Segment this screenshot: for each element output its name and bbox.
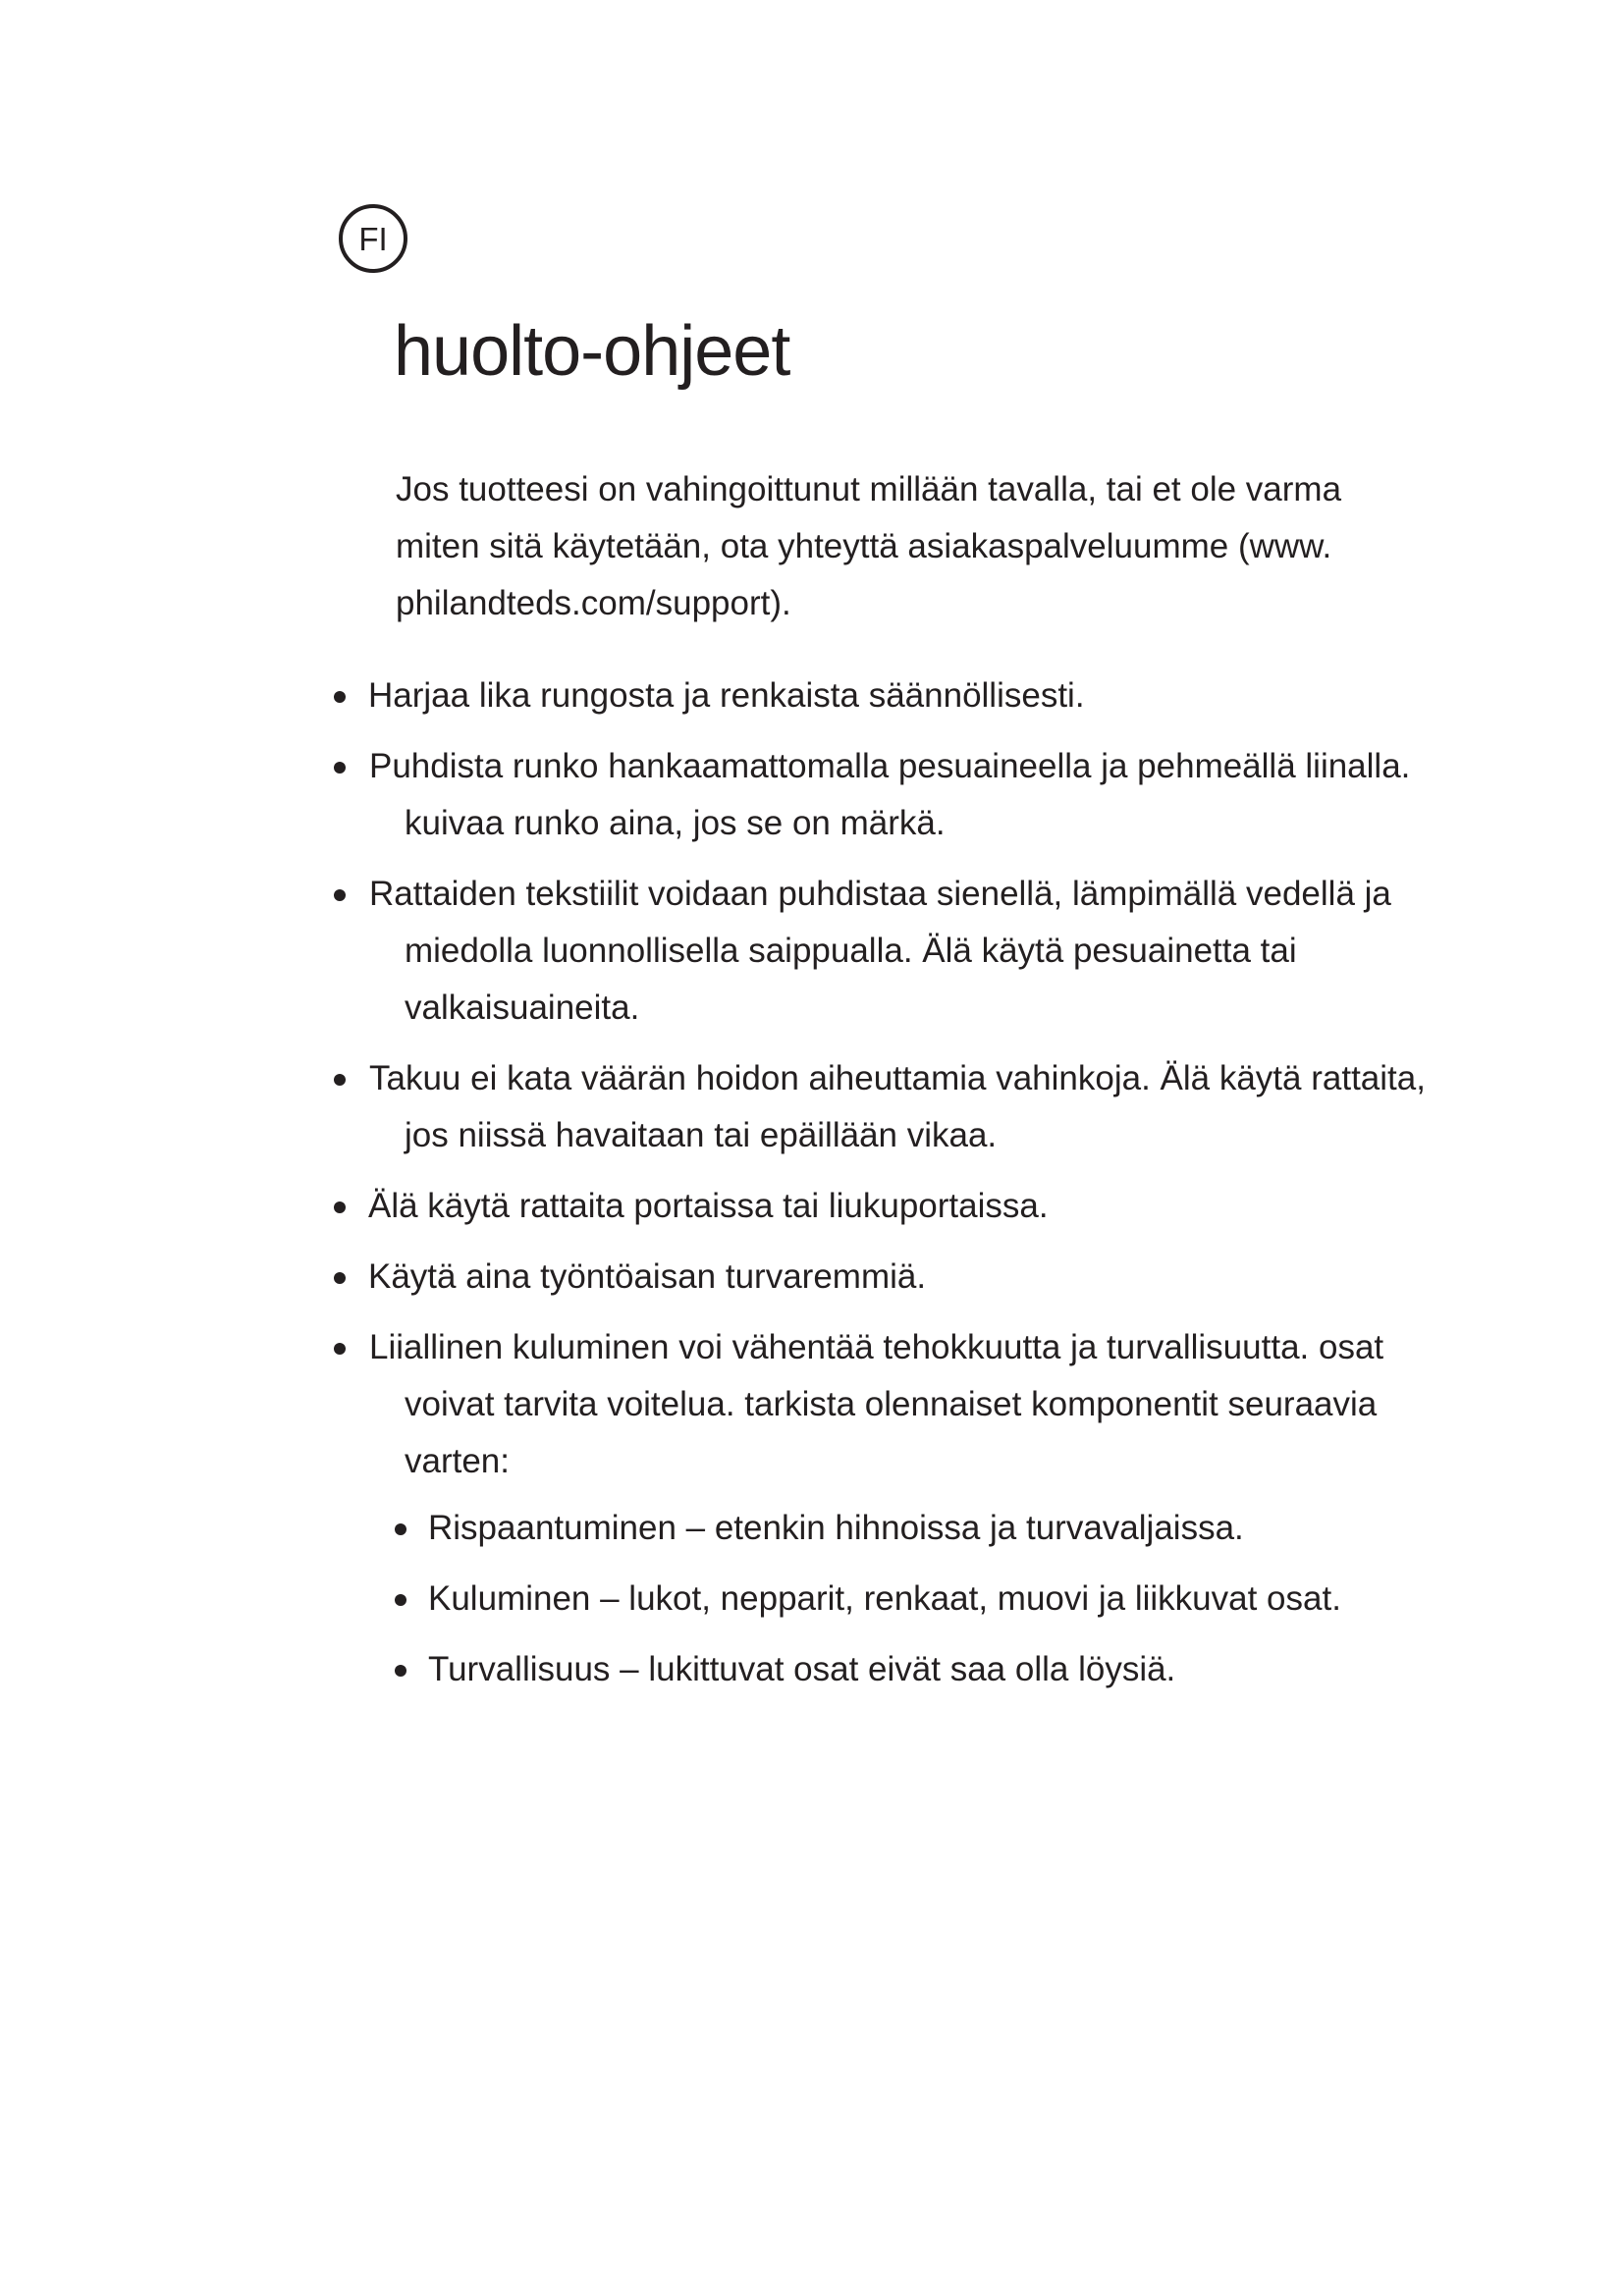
- bullet-dot-icon: [334, 1201, 346, 1213]
- inspection-sublist: [334, 1500, 1434, 1698]
- sub-list-item: [334, 1500, 1434, 1557]
- sub-list-item-text: Kuluminen – lukot, nepparit, renkaat, muovi ja liikkuvat osat.: [428, 1579, 1341, 1618]
- page-title: huolto-ohjeet: [394, 312, 790, 391]
- language-badge: [339, 204, 407, 273]
- bullet-dot-icon: [395, 1523, 406, 1535]
- list-item-text: Käytä aina työntöaisan turvaremmiä.: [368, 1257, 927, 1296]
- language-badge-label: FI: [358, 220, 388, 257]
- bullet-dot-icon: [334, 1343, 346, 1355]
- sub-list-item: [334, 1641, 1434, 1698]
- bullet-dot-icon: [334, 1272, 346, 1284]
- list-item: [334, 1319, 1434, 1698]
- list-item: [334, 866, 1434, 1037]
- sub-list-item: [334, 1571, 1434, 1628]
- list-item-text: Puhdista runko hankaamattomalla pesuaineella ja pehmeällä liinalla. kuivaa runko aina, jos se on märkä.: [369, 747, 1411, 842]
- list-item: [334, 1050, 1434, 1164]
- intro-paragraph: Jos tuotteesi on vahingoittunut millään tavalla, tai et ole varma miten sitä käytetään, ota yhteyttä asiakaspalveluumme (www. philandteds.com/support).: [396, 470, 1342, 622]
- care-instructions-list: [334, 667, 1434, 1712]
- list-item: [334, 738, 1434, 852]
- list-item-text: Liiallinen kuluminen voi vähentää tehokkuutta ja turvallisuutta. osat voivat tarvita voitelua. tarkista olennaiset komponentit seuraavia varten:: [369, 1328, 1384, 1480]
- list-item: [334, 1249, 1434, 1306]
- bullet-dot-icon: [395, 1665, 406, 1677]
- sub-list-item-text: Turvallisuus – lukittuvat osat eivät saa olla löysiä.: [428, 1650, 1176, 1688]
- list-item-text: Harjaa lika rungosta ja renkaista säännöllisesti.: [368, 676, 1085, 715]
- list-item-text: Takuu ei kata väärän hoidon aiheuttamia vahinkoja. Älä käytä rattaita, jos niissä havaitaan tai epäillään vikaa.: [369, 1059, 1426, 1154]
- list-item-text: Rattaiden tekstiilit voidaan puhdistaa sienellä, lämpimällä vedellä ja miedolla luonnollisella saippualla. Älä käytä pesuainetta tai valkaisuaineita.: [369, 875, 1391, 1027]
- list-item: [334, 1178, 1434, 1235]
- bullet-dot-icon: [395, 1594, 406, 1606]
- list-item: [334, 667, 1434, 724]
- list-item-text: Älä käytä rattaita portaissa tai liukuportaissa.: [368, 1187, 1049, 1225]
- bullet-dot-icon: [334, 691, 346, 703]
- sub-list-item-text: Rispaantuminen – etenkin hihnoissa ja turvavaljaissa.: [428, 1509, 1244, 1547]
- bullet-dot-icon: [334, 1074, 346, 1086]
- bullet-dot-icon: [334, 889, 346, 901]
- bullet-dot-icon: [334, 762, 346, 774]
